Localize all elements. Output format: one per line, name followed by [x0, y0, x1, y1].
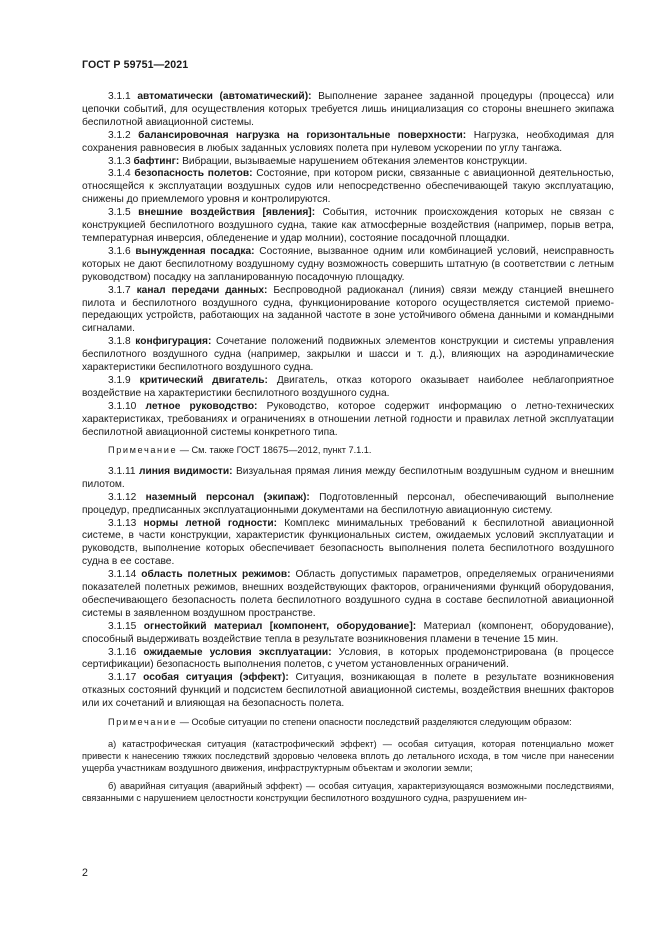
note-text: — Особые ситуации по степени опасности последствий разделяются следующим образом: [177, 717, 572, 728]
note-paragraph [82, 716, 614, 728]
term-paragraph [82, 207, 614, 246]
term-paragraph [82, 569, 614, 621]
term-definition: Руководство, которое содержит информацию о летно-технических характеристиках, требованиях и ограничениях в отношении летной годности и правилах летной эксплуатации беспилотной авиационной системы конкретного типа. [82, 400, 614, 438]
term-definition: Визуальная прямая линия между беспилотным воздушным судном и внешним пилотом. [82, 465, 614, 490]
term-paragraph [82, 518, 614, 570]
term-number: 3.1.6 [108, 245, 131, 257]
term-number: 3.1.4 [108, 168, 131, 180]
term-name: внешние воздействия [явления]: [138, 207, 316, 219]
term-name: автоматически (автоматический): [137, 91, 312, 102]
term-number: 3.1.13 [108, 517, 137, 529]
term-definition: События, источник происхождения которых не связан с конструкцией беспилотного воздушного судна, такие как атмосферные воздействия (например, порыв ветра, температурная инверсия, обледенение и удар молнии), состояние посадочной площадки. [82, 207, 614, 244]
term-definition: Сочетание положений подвижных элементов конструкции и системы управления беспилотного воздушного судна (например, закрылки и шасси и т. д.), влияющих на аэродинамические характеристики беспилотного воздушного судна. [82, 336, 614, 374]
term-number: 3.1.16 [108, 646, 137, 658]
term-definition: Подготовленный персонал, обеспечивающий выполнение процедур, предписанных эксплуатационными документами на беспилотную авиационную систему. [82, 491, 614, 516]
term-name: ожидаемые условия эксплуатации: [143, 646, 332, 658]
list-item: б) аварийная ситуация (аварийный эффект) — особая ситуация, характеризующаяся возможными последствиями, связанными с нарушением целостности конструкции беспилотного воздушного судна, разрушением ин- [82, 780, 614, 804]
term-paragraph [82, 91, 614, 130]
term-number: 3.1.12 [108, 491, 137, 503]
term-paragraph [82, 375, 614, 401]
term-definition: Условия, в которых продемонстрирована (в процессе сертификации) безопасность выполнения полетов, с учетом установленных ограничений. [82, 646, 614, 671]
document-body [82, 91, 614, 810]
term-number: 3.1.7 [108, 284, 131, 296]
term-name: нормы летной годности: [143, 517, 278, 529]
term-paragraph [82, 492, 614, 518]
term-paragraph [82, 168, 614, 207]
term-definition: Комплекс минимальных требований к беспилотной авиационной системе, в части конструкции, характеристик функциональных систем, ожидаемых условий эксплуатации и руководств, выполнение которых обеспечивает безопасность выполнения полета беспилотного воздушного судна в ее составе. [82, 517, 614, 568]
term-number: 3.1.14 [108, 569, 137, 581]
note-paragraph [82, 444, 614, 456]
term-name: линия видимости: [139, 465, 233, 477]
term-definition: Нагрузка, необходимая для сохранения равновесия в любых заданных условиях полета при нулевом ускорении по углу тангажа. [82, 129, 614, 154]
term-name: балансировочная нагрузка на горизонтальные поверхности: [138, 129, 467, 141]
term-name: вынужденная посадка: [135, 245, 255, 257]
note-label: Примечание [108, 445, 178, 456]
term-definition: Область допустимых параметров, определяемых ограничениями показателей полетных режимов, внешних воздействующих факторов, ограничениями функций оборудования, обеспечивающего безопасность полета беспилотного воздушного судна в составе беспилотной авиационной системы в заявленном воздушном пространстве. [82, 569, 614, 619]
document-header: ГОСТ Р 59751—2021 [82, 59, 189, 71]
term-number: 3.1.1 [108, 91, 131, 102]
term-name: огнестойкий материал [компонент, оборудование]: [143, 620, 417, 632]
term-number: 3.1.9 [108, 374, 131, 386]
term-definition: Ситуация, возникающая в полете в результате возникновения отказных состояний функций и подсистем беспилотной авиационной системы, воздействия внешних факторов или их сочетаний и влияющая на безопасность полета. [82, 672, 614, 710]
term-paragraph [82, 130, 614, 156]
term-name: область полетных режимов: [141, 569, 291, 581]
term-name: особая ситуация (эффект): [143, 672, 289, 684]
term-paragraph [82, 466, 614, 492]
term-paragraph [82, 336, 614, 375]
term-number: 3.1.3 [108, 155, 131, 167]
term-paragraph [82, 285, 614, 337]
term-name: летное руководство: [145, 400, 258, 412]
term-name: наземный персонал (экипаж): [145, 491, 310, 503]
list-item: а) катастрофическая ситуация (катастрофический эффект) — особая ситуация, которая потенциально может привести к нанесению тяжких последствий здоровью человека вплоть до летального исхода, в том числе при нанесении ущерба участникам воздушного движения, инфраструктурным объектам и экологии земли; [82, 738, 614, 774]
term-number: 3.1.17 [108, 672, 137, 684]
term-definition: Беспроводной радиоканал (линия) связи между станцией внешнего пилота и беспилотного воздушного судна, функционирование которого осуществляется системой приемо-передающих устройств, работающих на заданной частоте в зоне устойчивого обмена данными и командными сигналами. [82, 284, 614, 335]
term-number: 3.1.10 [108, 400, 137, 412]
term-name: критический двигатель: [139, 374, 268, 386]
term-definition: Состояние, вызванное одним или комбинацией условий, неисправность которых не дают беспилотному воздушному судну возможность совершить штатную (в соответствии с летным руководством) посадку на запланированную посадочную площадку. [82, 245, 615, 283]
term-number: 3.1.11 [108, 465, 136, 477]
term-name: конфигурация: [135, 336, 212, 348]
term-name: безопасность полетов: [134, 168, 253, 180]
term-number: 3.1.2 [108, 129, 131, 141]
term-paragraph [82, 621, 614, 647]
term-definition: Двигатель, отказ которого оказывает наиболее неблагоприятное воздействие на характеристики беспилотного воздушного судна. [82, 374, 614, 399]
term-definition: Состояние, при котором риски, связанные с авиационной деятельностью, относящейся к эксплуатации воздушных судов или непосредственно обеспечивающей такую эксплуатацию, снижены до приемлемого уровня и контролируются. [82, 168, 614, 206]
term-paragraph [82, 401, 614, 440]
term-number: 3.1.15 [108, 620, 137, 632]
term-number: 3.1.5 [108, 207, 131, 219]
note-text: — См. также ГОСТ 18675—2012, пункт 7.1.1. [177, 445, 372, 456]
term-paragraph [82, 156, 614, 169]
term-name: бафтинг: [133, 155, 180, 167]
term-definition: Материал (компонент, оборудование), способный выдерживать воздействие тепла в результате возникновения пламени в течение 15 мин. [82, 620, 614, 645]
page-number: 2 [82, 867, 88, 879]
term-definition: Выполнение заранее заданной процедуры (процесса) или цепочки событий, для осуществления которых требуется лишь инициализация со стороны внешнего экипажа беспилотной авиационной системы. [82, 91, 614, 128]
term-definition: Вибрации, вызываемые нарушением обтекания элементов конструкции. [182, 155, 528, 167]
note-label: Примечание [108, 717, 178, 728]
term-name: канал передачи данных: [136, 284, 268, 296]
term-paragraph [82, 647, 614, 673]
term-number: 3.1.8 [108, 336, 131, 348]
term-paragraph [82, 246, 614, 285]
term-paragraph [82, 672, 614, 711]
